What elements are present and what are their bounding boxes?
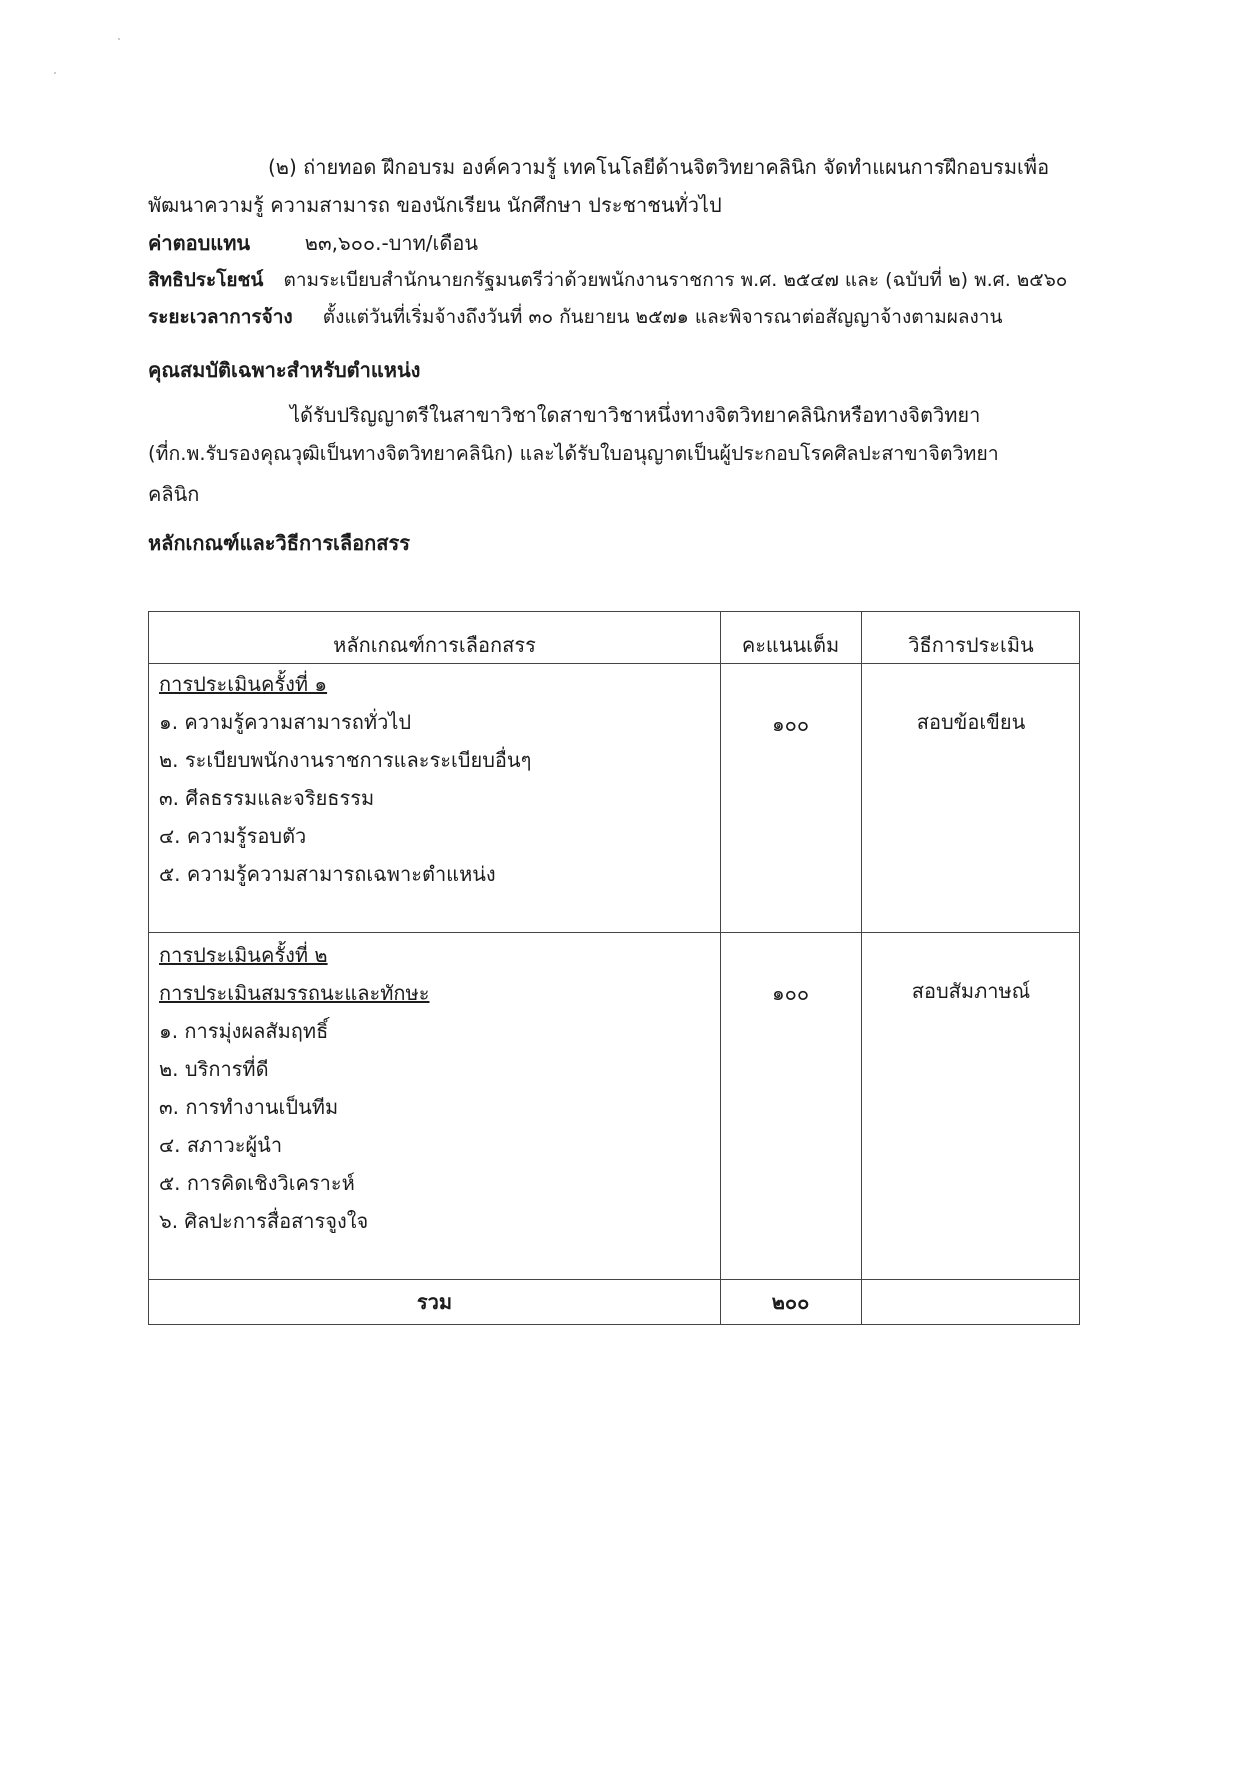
employment-period-value: ตั้งแต่วันที่เริ่มจ้างถึงวันที่ ๓๐ กันยายน ๒๕๗๑ และพิจารณาต่อสัญญาจ้างตามผลงาน [322,306,1003,328]
qualifications-line-3: คลินิก [148,482,200,506]
round1-method: สอบข้อเขียน [916,710,1026,734]
selection-criteria-table [148,611,1080,1325]
scan-speck [54,72,56,74]
compensation-value: ๒๓,๖๐๐.-บาท/เดือน [304,231,479,255]
round1-item: ๒. ระเบียบพนักงานราชการและระเบียบอื่นๆ [159,748,532,772]
intro-line-2: พัฒนาความรู้ ความสามารถ ของนักเรียน นักศึกษา ประชาชนทั่วไป [148,193,722,217]
header-criteria: หลักเกณฑ์การเลือกสรร [333,633,536,657]
round2-item: ๑. การมุ่งผลสัมฤทธิ์ [159,1019,329,1043]
round2-item: ๒. บริการที่ดี [159,1057,269,1081]
qualifications-line-2: (ที่ก.พ.รับรองคุณวุฒิเป็นทางจิตวิทยาคลินิก) และได้รับใบอนุญาตเป็นผู้ประกอบโรคศิลปะสาขาจิตวิทยา [148,442,999,465]
round1-title: การประเมินครั้งที่ ๑ [159,672,328,696]
qualifications-line-1: ได้รับปริญญาตรีในสาขาวิชาใดสาขาวิชาหนึ่งทางจิตวิทยาคลินิกหรือทางจิตวิทยา [290,403,981,427]
round2-item: ๖. ศิลปะการสื่อสารจูงใจ [159,1209,369,1233]
round2-title: การประเมินครั้งที่ ๒ [159,943,328,967]
row-divider [149,932,1079,933]
employment-period-row [148,302,1002,332]
round1-item: ๔. ความรู้รอบตัว [159,824,307,848]
round1-item: ๑. ความรู้ความสามารถทั่วไป [159,710,412,734]
total-score: ๒๐๐ [771,1290,810,1314]
round1-item: ๕. ความรู้ความสามารถเฉพาะตำแหน่ง [159,862,496,886]
round1-score: ๑๐๐ [771,712,810,736]
benefits-row [148,265,1067,295]
scan-speck [118,38,120,40]
round1-item: ๓. ศีลธรรมและจริยธรรม [159,786,375,810]
row-divider [149,1279,1079,1280]
header-full-score: คะแนนเต็ม [741,633,840,657]
compensation-label: ค่าตอบแทน [148,231,251,255]
row-divider [149,663,1079,664]
benefits-label: สิทธิประโยชน์ [148,269,264,291]
round2-subtitle: การประเมินสมรรถนะและทักษะ [159,981,430,1005]
round2-item: ๓. การทำงานเป็นทีม [159,1095,339,1119]
round2-item: ๕. การคิดเชิงวิเคราะห์ [159,1171,355,1195]
benefits-value: ตามระเบียบสำนักนายกรัฐมนตรีว่าด้วยพนักงานราชการ พ.ศ. ๒๕๔๗ และ (ฉบับที่ ๒) พ.ศ. ๒๕๖๐ [283,269,1068,291]
qualifications-heading: คุณสมบัติเฉพาะสำหรับตำแหน่ง [148,358,421,382]
round2-score: ๑๐๐ [771,981,810,1005]
round2-item: ๔. สภาวะผู้นำ [159,1133,283,1157]
employment-period-label: ระยะเวลาการจ้าง [148,306,293,328]
header-method: วิธีการประเมิน [908,633,1034,657]
intro-line-1: (๒) ถ่ายทอด ฝึกอบรม องค์ความรู้ เทคโนโลยีด้านจิตวิทยาคลินิก จัดทำแผนการฝึกอบรมเพื่อ [268,155,1050,179]
selection-heading: หลักเกณฑ์และวิธีการเลือกสรร [148,531,410,555]
compensation-row [148,228,478,258]
total-label: รวม [416,1290,453,1314]
round2-method: สอบสัมภาษณ์ [911,979,1031,1003]
